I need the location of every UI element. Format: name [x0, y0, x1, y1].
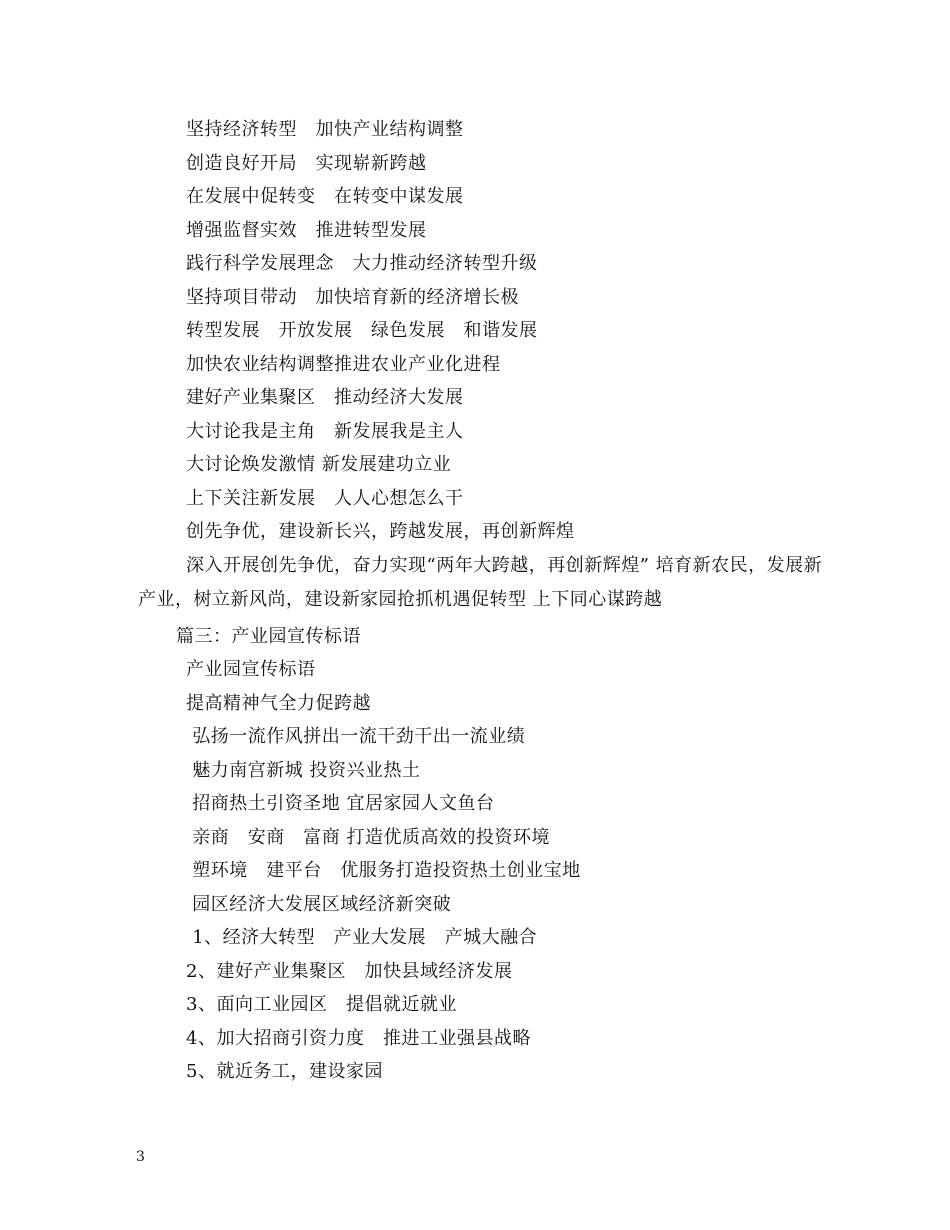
slogan-line: 创先争优，建设新长兴，跨越发展，再创新辉煌 — [186, 521, 575, 542]
slogan-line: 上下关注新发展 人人心想怎么干 — [186, 488, 464, 509]
slogan-line: 大讨论我是主角 新发展我是主人 — [186, 421, 464, 442]
section-title: 篇三：产业园宣传标语 — [176, 626, 361, 647]
slogan-line: 5、就近务工，建设家园 — [186, 1061, 383, 1082]
slogan-line: 坚持经济转型 加快产业结构调整 — [186, 119, 464, 140]
slogan-line: 1、经济大转型 产业大发展 产城大融合 — [186, 927, 538, 948]
slogan-line: 加快农业结构调整推进农业产业化进程 — [186, 354, 501, 375]
slogan-line: 转型发展 开放发展 绿色发展 和谐发展 — [186, 320, 538, 341]
slogan-line: 产业园宣传标语 — [186, 659, 316, 680]
slogan-line: 亲商 安商 富商 打造优质高效的投资环境 — [186, 827, 550, 848]
page-number: 3 — [136, 1149, 145, 1165]
slogan-line: 3、面向工业园区 提倡就近就业 — [186, 994, 457, 1015]
slogan-line: 践行科学发展理念 大力推动经济转型升级 — [186, 253, 538, 274]
slogan-line: 提高精神气全力促跨越 — [186, 693, 371, 714]
slogan-line: 坚持项目带动 加快培育新的经济增长极 — [186, 287, 519, 308]
slogan-line: 在发展中促转变 在转变中谋发展 — [186, 186, 464, 207]
slogan-line: 大讨论焕发激情 新发展建功立业 — [186, 454, 452, 475]
slogan-line: 魅力南宫新城 投资兴业热土 — [186, 760, 421, 781]
slogan-line: 2、建好产业集聚区 加快县域经济发展 — [186, 961, 513, 982]
slogan-line: 4、加大招商引资力度 推进工业强县战略 — [186, 1028, 531, 1049]
slogan-line: 增强监督实效 推进转型发展 — [186, 220, 427, 241]
slogan-line: 弘扬一流作风拼出一流干劲干出一流业绩 — [186, 726, 526, 747]
slogan-line: 建好产业集聚区 推动经济大发展 — [186, 387, 464, 408]
slogan-line: 创造良好开局 实现崭新跨越 — [186, 153, 427, 174]
slogan-line: 园区经济大发展区域经济新突破 — [186, 894, 452, 915]
slogan-line: 塑环境 建平台 优服务打造投资热土创业宝地 — [186, 860, 581, 881]
slogan-line: 招商热土引资圣地 宜居家园人文鱼台 — [186, 793, 495, 814]
body-paragraph: 深入开展创先争优，奋力实现“两年大跨越，再创新辉煌” 培育新农民，发展新产业，树立新风尚，建设新家园抢抓机遇促转型 上下同心谋跨越 — [138, 555, 823, 610]
